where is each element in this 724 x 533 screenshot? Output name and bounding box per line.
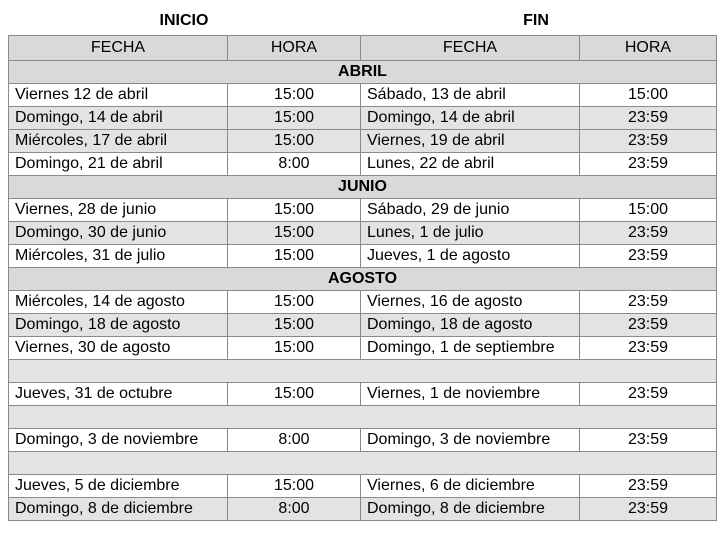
cell-hora-inicio: 15:00 <box>228 337 361 360</box>
table-row <box>9 314 717 337</box>
table-row <box>9 84 717 107</box>
cell-fecha-inicio: Domingo, 14 de abril <box>9 107 228 130</box>
cell-hora-inicio: 8:00 <box>228 153 361 176</box>
month-row <box>9 61 717 84</box>
cell-hora-fin: 23:59 <box>580 222 717 245</box>
cell-fecha-fin: Domingo, 14 de abril <box>361 107 580 130</box>
table-row <box>9 130 717 153</box>
separator-row <box>9 360 717 383</box>
cell-fecha-inicio: Miércoles, 31 de julio <box>9 245 228 268</box>
table-row <box>9 475 717 498</box>
cell-fecha-fin: Domingo, 8 de diciembre <box>361 498 580 521</box>
cell-hora-inicio: 15:00 <box>228 314 361 337</box>
cell-fecha-fin: Domingo, 18 de agosto <box>361 314 580 337</box>
cell-fecha-inicio: Domingo, 30 de junio <box>9 222 228 245</box>
cell-fecha-fin: Domingo, 3 de noviembre <box>361 429 580 452</box>
cell-fecha-fin: Domingo, 1 de septiembre <box>361 337 580 360</box>
cell-hora-inicio: 15:00 <box>228 222 361 245</box>
cell-fecha-inicio: Viernes, 30 de agosto <box>9 337 228 360</box>
header-hora-inicio: HORA <box>228 36 361 61</box>
separator-row <box>9 406 717 429</box>
cell-hora-fin: 23:59 <box>580 107 717 130</box>
cell-hora-fin: 23:59 <box>580 383 717 406</box>
table-row <box>9 222 717 245</box>
cell-fecha-inicio: Domingo, 18 de agosto <box>9 314 228 337</box>
table-row <box>9 337 717 360</box>
month-label: JUNIO <box>9 176 717 199</box>
separator-cell <box>9 452 717 475</box>
cell-hora-fin: 23:59 <box>580 429 717 452</box>
cell-hora-fin: 23:59 <box>580 153 717 176</box>
cell-hora-fin: 23:59 <box>580 130 717 153</box>
header-row <box>9 36 717 61</box>
cell-hora-fin: 23:59 <box>580 245 717 268</box>
cell-fecha-inicio: Jueves, 5 de diciembre <box>9 475 228 498</box>
month-row <box>9 268 717 291</box>
cell-fecha-inicio: Miércoles, 14 de agosto <box>9 291 228 314</box>
header-hora-fin: HORA <box>580 36 717 61</box>
table-row <box>9 429 717 452</box>
cell-hora-inicio: 8:00 <box>228 429 361 452</box>
header-fecha-fin: FECHA <box>361 36 580 61</box>
cell-fecha-fin: Viernes, 19 de abril <box>361 130 580 153</box>
cell-fecha-fin: Viernes, 1 de noviembre <box>361 383 580 406</box>
table-row <box>9 199 717 222</box>
cell-fecha-inicio: Viernes 12 de abril <box>9 84 228 107</box>
cell-fecha-fin: Sábado, 13 de abril <box>361 84 580 107</box>
cell-hora-inicio: 15:00 <box>228 383 361 406</box>
separator-cell <box>9 406 717 429</box>
month-label: AGOSTO <box>9 268 717 291</box>
cell-hora-inicio: 15:00 <box>228 107 361 130</box>
table-row <box>9 107 717 130</box>
separator-cell <box>9 360 717 383</box>
cell-hora-fin: 23:59 <box>580 475 717 498</box>
table-row <box>9 498 717 521</box>
table-row <box>9 291 717 314</box>
cell-hora-inicio: 15:00 <box>228 475 361 498</box>
schedule-container <box>8 10 716 521</box>
cell-fecha-fin: Sábado, 29 de junio <box>361 199 580 222</box>
month-row <box>9 176 717 199</box>
cell-hora-fin: 23:59 <box>580 337 717 360</box>
cell-fecha-fin: Lunes, 1 de julio <box>361 222 580 245</box>
cell-hora-fin: 15:00 <box>580 199 717 222</box>
cell-hora-fin: 23:59 <box>580 314 717 337</box>
title-inicio: INICIO <box>159 12 209 29</box>
cell-hora-inicio: 15:00 <box>228 199 361 222</box>
cell-hora-inicio: 15:00 <box>228 84 361 107</box>
cell-hora-inicio: 15:00 <box>228 245 361 268</box>
cell-hora-inicio: 15:00 <box>228 291 361 314</box>
title-fin: FIN <box>523 12 549 29</box>
cell-hora-fin: 15:00 <box>580 84 717 107</box>
cell-fecha-fin: Viernes, 6 de diciembre <box>361 475 580 498</box>
month-label: ABRIL <box>9 61 717 84</box>
table-row <box>9 153 717 176</box>
cell-fecha-fin: Jueves, 1 de agosto <box>361 245 580 268</box>
cell-hora-inicio: 8:00 <box>228 498 361 521</box>
cell-fecha-fin: Lunes, 22 de abril <box>361 153 580 176</box>
cell-fecha-inicio: Miércoles, 17 de abril <box>9 130 228 153</box>
table-row <box>9 383 717 406</box>
table-row <box>9 245 717 268</box>
separator-row <box>9 452 717 475</box>
schedule-table <box>8 35 717 521</box>
cell-fecha-inicio: Jueves, 31 de octubre <box>9 383 228 406</box>
cell-fecha-inicio: Domingo, 21 de abril <box>9 153 228 176</box>
cell-hora-fin: 23:59 <box>580 291 717 314</box>
cell-fecha-inicio: Viernes, 28 de junio <box>9 199 228 222</box>
header-fecha-inicio: FECHA <box>9 36 228 61</box>
column-group-titles <box>8 10 716 35</box>
cell-fecha-inicio: Domingo, 3 de noviembre <box>9 429 228 452</box>
cell-fecha-fin: Viernes, 16 de agosto <box>361 291 580 314</box>
cell-hora-inicio: 15:00 <box>228 130 361 153</box>
cell-hora-fin: 23:59 <box>580 498 717 521</box>
cell-fecha-inicio: Domingo, 8 de diciembre <box>9 498 228 521</box>
